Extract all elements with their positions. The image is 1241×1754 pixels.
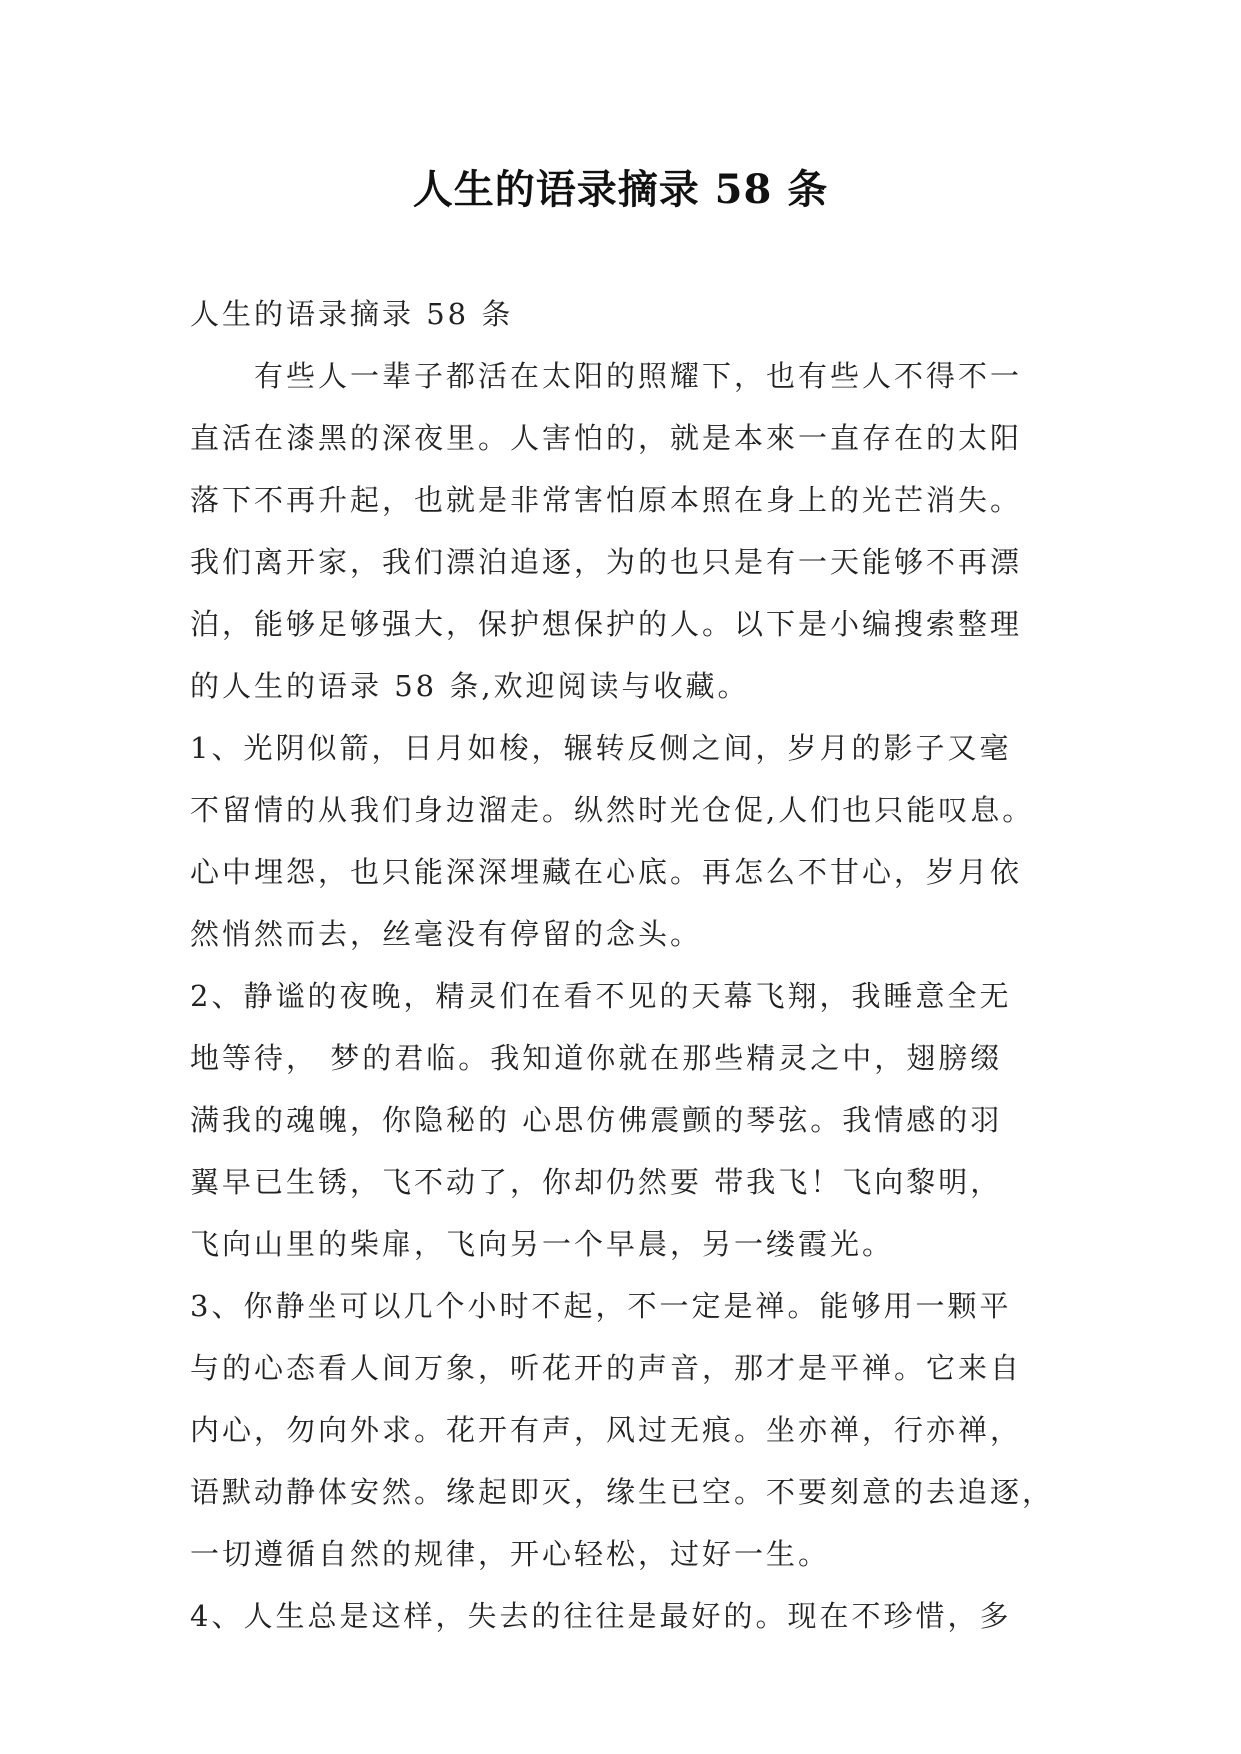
quote-1-line: 心中埋怨，也只能深深埋藏在心底。再怎么不甘心，岁月依 xyxy=(190,855,1023,889)
quote-2-line: 2、静谧的夜晚，精灵们在看不见的天幕飞翔，我睡意全无 xyxy=(190,979,1012,1013)
quote-1-line: 然悄然而去，丝毫没有停留的念头。 xyxy=(190,917,703,951)
quote-3-line: 语默动静体安然。缘起即灭，缘生已空。不要刻意的去追逐， xyxy=(190,1475,1055,1509)
intro-line: 落下不再升起，也就是非常害怕原本照在身上的光芒消失。 xyxy=(190,483,1023,517)
intro-line: 泊，能够足够强大，保护想保护的人。以下是小编搜索整理 xyxy=(190,607,1023,641)
quote-3-line: 内心，勿向外求。花开有声，风过无痕。坐亦禅，行亦禅， xyxy=(190,1413,1023,1447)
quote-3-line: 3、你静坐可以几个小时不起，不一定是禅。能够用一颗平 xyxy=(190,1289,1012,1323)
quote-4-line: 4、人生总是这样，失去的往往是最好的。现在不珍惜，多 xyxy=(190,1599,1012,1633)
intro-line: 我们离开家，我们漂泊追逐，为的也只是有一天能够不再漂 xyxy=(190,545,1023,579)
document-title: 人生的语录摘录 58 条 xyxy=(412,166,829,213)
intro-line: 直活在漆黑的深夜里。人害怕的，就是本來一直存在的太阳 xyxy=(190,421,1023,455)
quote-2-line: 地等待， 梦的君临。我知道你就在那些精灵之中，翅膀缀 xyxy=(190,1041,1003,1075)
quote-2-line: 翼早已生锈，飞不动了，你却仍然要 带我飞！飞向黎明， xyxy=(190,1165,1003,1199)
document-body xyxy=(190,283,1070,1647)
quote-2-line: 满我的魂魄，你隐秘的 心思仿佛震颤的琴弦。我情感的羽 xyxy=(190,1103,1003,1137)
quote-3-line: 与的心态看人间万象，听花开的声音，那才是平禅。它来自 xyxy=(190,1351,1023,1385)
quote-2-line: 飞向山里的柴扉，飞向另一个早晨，另一缕霞光。 xyxy=(190,1227,895,1261)
quote-1-line: 1、光阴似箭，日月如梭，辗转反侧之间，岁月的影子又毫 xyxy=(190,731,1012,765)
intro-line: 的人生的语录 58 条,欢迎阅读与收藏。 xyxy=(190,669,750,703)
quote-1-line: 不留情的从我们身边溜走。纵然时光仓促,人们也只能叹息。 xyxy=(190,793,1035,827)
quote-3-line: 一切遵循自然的规律，开心轻松，过好一生。 xyxy=(190,1537,831,1571)
intro-line: 有些人一辈子都活在太阳的照耀下，也有些人不得不一 xyxy=(190,359,1023,393)
subtitle-line: 人生的语录摘录 58 条 xyxy=(190,297,514,331)
